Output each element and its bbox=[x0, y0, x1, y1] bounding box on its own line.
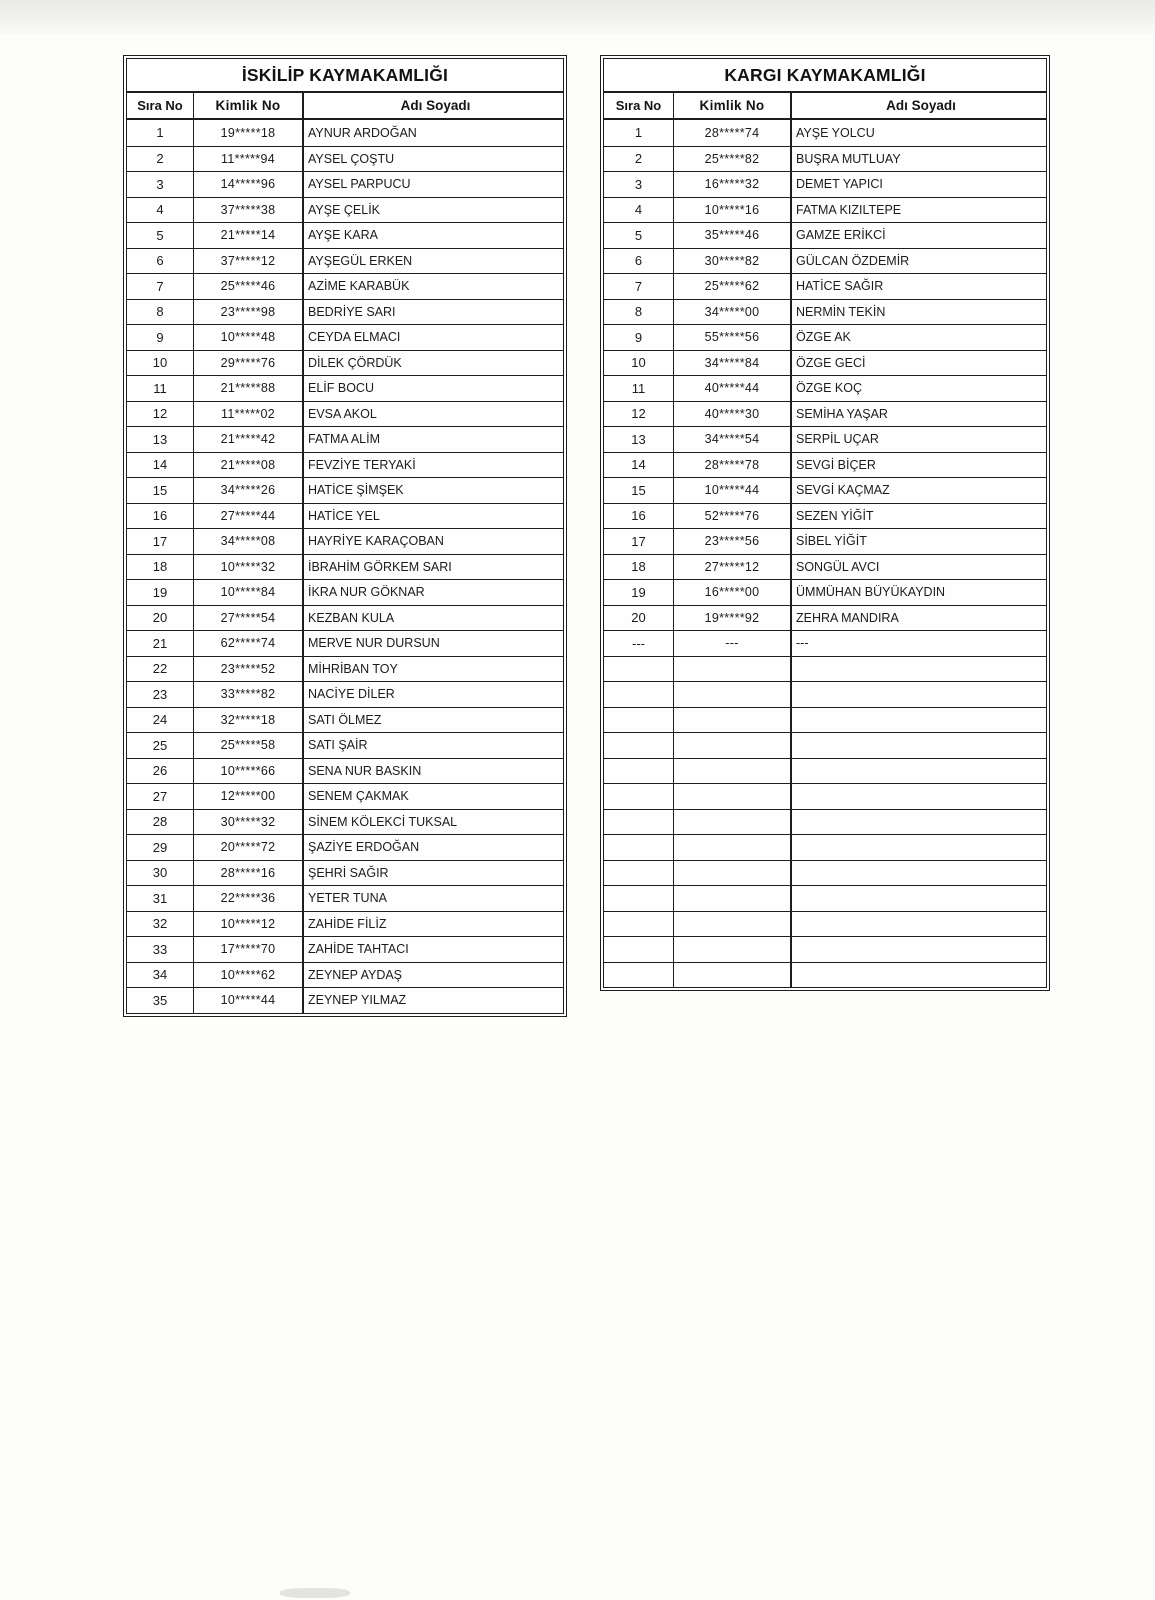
kimlik-no-cell: 23*****56 bbox=[674, 529, 792, 554]
adi-soyadi-cell: ZEYNEP YILMAZ bbox=[308, 993, 407, 1008]
table-row bbox=[604, 477, 1046, 503]
sira-no-cell bbox=[604, 810, 674, 835]
sira-no-cell: 1 bbox=[604, 120, 674, 146]
table-title: KARGI KAYMAKAMLIĞI bbox=[604, 59, 1046, 93]
kimlik-no-cell: 32*****18 bbox=[194, 708, 304, 733]
sira-no-cell: 15 bbox=[127, 478, 194, 503]
table-row bbox=[127, 554, 563, 580]
table-row bbox=[127, 962, 563, 988]
kimlik-no-cell: 21*****88 bbox=[194, 376, 304, 401]
table-row bbox=[604, 630, 1046, 656]
table-row bbox=[127, 579, 563, 605]
table-row bbox=[127, 707, 563, 733]
table-row bbox=[127, 426, 563, 452]
adi-soyadi-cell: GAMZE ERİKCİ bbox=[796, 228, 886, 243]
sira-no-cell: 35 bbox=[127, 988, 194, 1013]
kimlik-no-cell bbox=[674, 784, 792, 809]
sira-no-cell: 20 bbox=[604, 606, 674, 631]
adi-soyadi-cell: ZAHİDE FİLİZ bbox=[308, 916, 387, 931]
sira-no-cell: 1 bbox=[127, 120, 194, 146]
adi-soyadi-cell: FATMA KIZILTEPE bbox=[796, 202, 902, 217]
adi-soyadi-cell: --- bbox=[796, 636, 809, 651]
adi-soyadi-cell: EVSA AKOL bbox=[308, 406, 377, 421]
sira-no-cell: 24 bbox=[127, 708, 194, 733]
header-kimlik-no: Kimlik No bbox=[674, 93, 792, 118]
sira-no-cell: 14 bbox=[127, 453, 194, 478]
table-row bbox=[127, 222, 563, 248]
table-row bbox=[604, 579, 1046, 605]
table-body bbox=[127, 120, 563, 1013]
adi-soyadi-cell: AZİME KARABÜK bbox=[308, 279, 410, 294]
sira-no-cell: 11 bbox=[127, 376, 194, 401]
kimlik-no-cell bbox=[674, 759, 792, 784]
sira-no-cell: 20 bbox=[127, 606, 194, 631]
adi-soyadi-cell: AYSEL ÇOŞTU bbox=[308, 151, 395, 166]
kimlik-no-cell: 12*****00 bbox=[194, 784, 304, 809]
adi-soyadi-cell bbox=[792, 733, 1046, 758]
table-row bbox=[127, 197, 563, 223]
adi-soyadi-cell bbox=[792, 708, 1046, 733]
kimlik-no-cell: 33*****82 bbox=[194, 682, 304, 707]
kimlik-no-cell bbox=[674, 682, 792, 707]
kimlik-no-cell: 10*****62 bbox=[194, 963, 304, 988]
table-row bbox=[127, 630, 563, 656]
kimlik-no-cell: 10*****32 bbox=[194, 555, 304, 580]
adi-soyadi-cell: AYŞE KARA bbox=[308, 228, 378, 243]
adi-soyadi-cell: SİNEM KÖLEKCİ TUKSAL bbox=[308, 814, 458, 829]
adi-soyadi-cell: ÜMMÜHAN BÜYÜKAYDIN bbox=[796, 585, 946, 600]
header-sira-no: Sıra No bbox=[127, 93, 194, 118]
kimlik-no-cell: 11*****02 bbox=[194, 402, 304, 427]
table-row bbox=[604, 452, 1046, 478]
adi-soyadi-cell: ÖZGE AK bbox=[796, 330, 851, 345]
sira-no-cell: 17 bbox=[127, 529, 194, 554]
kimlik-no-cell: 10*****16 bbox=[674, 198, 792, 223]
kimlik-no-cell: 37*****38 bbox=[194, 198, 304, 223]
kimlik-no-cell: 19*****18 bbox=[194, 120, 304, 146]
adi-soyadi-cell: AYŞE YOLCU bbox=[796, 125, 875, 140]
table-row bbox=[127, 120, 563, 146]
kimlik-no-cell: 37*****12 bbox=[194, 249, 304, 274]
sira-no-cell: 11 bbox=[604, 376, 674, 401]
kimlik-no-cell: 10*****66 bbox=[194, 759, 304, 784]
kimlik-no-cell: 19*****92 bbox=[674, 606, 792, 631]
adi-soyadi-cell: ZEYNEP AYDAŞ bbox=[308, 967, 403, 982]
adi-soyadi-cell bbox=[792, 835, 1046, 860]
kimlik-no-cell: 28*****74 bbox=[674, 120, 792, 146]
table-row bbox=[604, 350, 1046, 376]
adi-soyadi-cell: SENA NUR BASKIN bbox=[308, 763, 422, 778]
adi-soyadi-cell bbox=[792, 810, 1046, 835]
adi-soyadi-cell: İBRAHİM GÖRKEM SARI bbox=[308, 559, 452, 574]
adi-soyadi-cell: MİHRİBAN TOY bbox=[308, 661, 398, 676]
sira-no-cell bbox=[604, 835, 674, 860]
table-row bbox=[604, 605, 1046, 631]
kimlik-no-cell: 25*****62 bbox=[674, 274, 792, 299]
adi-soyadi-cell: BEDRİYE SARI bbox=[308, 304, 396, 319]
adi-soyadi-cell: BUŞRA MUTLUAY bbox=[796, 151, 901, 166]
kimlik-no-cell: 52*****76 bbox=[674, 504, 792, 529]
adi-soyadi-cell bbox=[792, 682, 1046, 707]
table-row bbox=[127, 477, 563, 503]
adi-soyadi-cell: HAYRİYE KARAÇOBAN bbox=[308, 534, 444, 549]
kimlik-no-cell: 21*****08 bbox=[194, 453, 304, 478]
adi-soyadi-cell: SATI ŞAİR bbox=[308, 738, 368, 753]
kimlik-no-cell: 10*****44 bbox=[674, 478, 792, 503]
kimlik-no-cell: 55*****56 bbox=[674, 325, 792, 350]
table-row bbox=[127, 936, 563, 962]
sira-no-cell bbox=[604, 733, 674, 758]
kimlik-no-cell: 20*****72 bbox=[194, 835, 304, 860]
sira-no-cell: 19 bbox=[604, 580, 674, 605]
kimlik-no-cell: 23*****52 bbox=[194, 657, 304, 682]
kimlik-no-cell: 16*****32 bbox=[674, 172, 792, 197]
table-row bbox=[127, 809, 563, 835]
sira-no-cell: 22 bbox=[127, 657, 194, 682]
table-row bbox=[604, 885, 1046, 911]
sira-no-cell: 5 bbox=[127, 223, 194, 248]
kimlik-no-cell: 29*****76 bbox=[194, 351, 304, 376]
adi-soyadi-cell: FEVZİYE TERYAKİ bbox=[308, 457, 416, 472]
table-row bbox=[604, 528, 1046, 554]
table-row bbox=[127, 783, 563, 809]
sira-no-cell: 27 bbox=[127, 784, 194, 809]
adi-soyadi-cell: AYŞEGÜL ERKEN bbox=[308, 253, 413, 268]
adi-soyadi-cell: SATI ÖLMEZ bbox=[308, 712, 382, 727]
table-body bbox=[604, 120, 1046, 987]
kimlik-no-cell bbox=[674, 835, 792, 860]
adi-soyadi-cell bbox=[792, 937, 1046, 962]
sira-no-cell: 9 bbox=[127, 325, 194, 350]
adi-soyadi-cell: AYNUR ARDOĞAN bbox=[308, 125, 417, 140]
kimlik-no-cell: 25*****82 bbox=[674, 147, 792, 172]
adi-soyadi-cell bbox=[792, 963, 1046, 988]
sira-no-cell: 3 bbox=[127, 172, 194, 197]
table-row bbox=[127, 860, 563, 886]
kimlik-no-cell: 25*****58 bbox=[194, 733, 304, 758]
table-row bbox=[604, 375, 1046, 401]
sira-no-cell: 2 bbox=[127, 147, 194, 172]
table-row bbox=[604, 120, 1046, 146]
adi-soyadi-cell: HATİCE ŞİMŞEK bbox=[308, 483, 404, 498]
sira-no-cell: 12 bbox=[604, 402, 674, 427]
kimlik-no-cell: 62*****74 bbox=[194, 631, 304, 656]
sira-no-cell: 10 bbox=[604, 351, 674, 376]
adi-soyadi-cell: SERPİL UÇAR bbox=[796, 432, 879, 447]
sira-no-cell: 13 bbox=[604, 427, 674, 452]
kimlik-no-cell: 30*****82 bbox=[674, 249, 792, 274]
sira-no-cell: 31 bbox=[127, 886, 194, 911]
adi-soyadi-cell: NERMİN TEKİN bbox=[796, 304, 886, 319]
kimlik-no-cell bbox=[674, 733, 792, 758]
table-row bbox=[604, 146, 1046, 172]
table-kargi-kaymakamligi bbox=[600, 55, 1050, 991]
kimlik-no-cell: 22*****36 bbox=[194, 886, 304, 911]
sira-no-cell bbox=[604, 657, 674, 682]
sira-no-cell bbox=[604, 861, 674, 886]
kimlik-no-cell bbox=[674, 810, 792, 835]
table-row bbox=[127, 732, 563, 758]
kimlik-no-cell: 10*****12 bbox=[194, 912, 304, 937]
sira-no-cell: 4 bbox=[127, 198, 194, 223]
kimlik-no-cell: 27*****44 bbox=[194, 504, 304, 529]
kimlik-no-cell bbox=[674, 861, 792, 886]
table-row bbox=[127, 171, 563, 197]
table-iskilip-kaymakamligi bbox=[123, 55, 567, 1017]
kimlik-no-cell: 17*****70 bbox=[194, 937, 304, 962]
adi-soyadi-cell bbox=[792, 657, 1046, 682]
adi-soyadi-cell: SENEM ÇAKMAK bbox=[308, 789, 409, 804]
kimlik-no-cell: 34*****26 bbox=[194, 478, 304, 503]
table-row bbox=[604, 299, 1046, 325]
sira-no-cell: 2 bbox=[604, 147, 674, 172]
table-row bbox=[127, 758, 563, 784]
sira-no-cell bbox=[604, 886, 674, 911]
kimlik-no-cell: 14*****96 bbox=[194, 172, 304, 197]
table-row bbox=[127, 605, 563, 631]
table-row bbox=[604, 248, 1046, 274]
adi-soyadi-cell bbox=[792, 912, 1046, 937]
kimlik-no-cell: 28*****78 bbox=[674, 453, 792, 478]
adi-soyadi-cell: ŞEHRİ SAĞIR bbox=[308, 865, 389, 880]
sira-no-cell: 3 bbox=[604, 172, 674, 197]
sira-no-cell: 10 bbox=[127, 351, 194, 376]
sira-no-cell: 13 bbox=[127, 427, 194, 452]
adi-soyadi-cell: ŞAZİYE ERDOĞAN bbox=[308, 840, 420, 855]
sira-no-cell: 12 bbox=[127, 402, 194, 427]
kimlik-no-cell bbox=[674, 708, 792, 733]
adi-soyadi-cell bbox=[792, 886, 1046, 911]
sira-no-cell: 9 bbox=[604, 325, 674, 350]
table-row bbox=[604, 681, 1046, 707]
kimlik-no-cell: 30*****32 bbox=[194, 810, 304, 835]
table-row bbox=[604, 911, 1046, 937]
table-row bbox=[127, 656, 563, 682]
kimlik-no-cell: 27*****54 bbox=[194, 606, 304, 631]
adi-soyadi-cell: DEMET YAPICI bbox=[796, 177, 883, 192]
sira-no-cell bbox=[604, 759, 674, 784]
sira-no-cell bbox=[604, 682, 674, 707]
table-header-row bbox=[127, 93, 563, 120]
kimlik-no-cell: 21*****14 bbox=[194, 223, 304, 248]
adi-soyadi-cell: DİLEK ÇÖRDÜK bbox=[308, 355, 402, 370]
kimlik-no-cell: 16*****00 bbox=[674, 580, 792, 605]
table-row bbox=[127, 987, 563, 1013]
table-row bbox=[604, 758, 1046, 784]
table-row bbox=[127, 350, 563, 376]
adi-soyadi-cell bbox=[792, 784, 1046, 809]
kimlik-no-cell: 11*****94 bbox=[194, 147, 304, 172]
sira-no-cell: --- bbox=[604, 631, 674, 656]
sira-no-cell: 7 bbox=[604, 274, 674, 299]
sira-no-cell: 16 bbox=[604, 504, 674, 529]
sira-no-cell: 18 bbox=[604, 555, 674, 580]
kimlik-no-cell bbox=[674, 937, 792, 962]
table-row bbox=[127, 885, 563, 911]
table-row bbox=[127, 375, 563, 401]
kimlik-no-cell bbox=[674, 886, 792, 911]
adi-soyadi-cell bbox=[792, 759, 1046, 784]
kimlik-no-cell: 10*****44 bbox=[194, 988, 304, 1013]
adi-soyadi-cell: SEZEN YİĞİT bbox=[796, 508, 874, 523]
adi-soyadi-cell: AYŞE ÇELİK bbox=[308, 202, 381, 217]
table-row bbox=[127, 834, 563, 860]
table-row bbox=[127, 452, 563, 478]
table-row bbox=[127, 401, 563, 427]
table-row bbox=[127, 248, 563, 274]
sira-no-cell: 6 bbox=[604, 249, 674, 274]
sira-no-cell: 4 bbox=[604, 198, 674, 223]
sira-no-cell: 26 bbox=[127, 759, 194, 784]
table-title: İSKİLİP KAYMAKAMLIĞI bbox=[127, 59, 563, 93]
table-row bbox=[127, 273, 563, 299]
adi-soyadi-cell: ZEHRA MANDIRA bbox=[796, 610, 899, 625]
kimlik-no-cell bbox=[674, 657, 792, 682]
sira-no-cell: 8 bbox=[604, 300, 674, 325]
table-row bbox=[604, 503, 1046, 529]
adi-soyadi-cell: HATİCE SAĞIR bbox=[796, 279, 884, 294]
kimlik-no-cell: 21*****42 bbox=[194, 427, 304, 452]
sira-no-cell: 19 bbox=[127, 580, 194, 605]
adi-soyadi-cell: ZAHİDE TAHTACI bbox=[308, 942, 409, 957]
adi-soyadi-cell: KEZBAN KULA bbox=[308, 610, 395, 625]
adi-soyadi-cell: HATİCE YEL bbox=[308, 508, 380, 523]
sira-no-cell: 23 bbox=[127, 682, 194, 707]
kimlik-no-cell: 10*****48 bbox=[194, 325, 304, 350]
header-adi-soyadi: Adı Soyadı bbox=[400, 98, 471, 113]
adi-soyadi-cell: GÜLCAN ÖZDEMİR bbox=[796, 253, 910, 268]
table-row bbox=[604, 426, 1046, 452]
sira-no-cell bbox=[604, 937, 674, 962]
sira-no-cell: 29 bbox=[127, 835, 194, 860]
table-row bbox=[604, 656, 1046, 682]
header-sira-no: Sıra No bbox=[604, 93, 674, 118]
sira-no-cell: 21 bbox=[127, 631, 194, 656]
sira-no-cell: 5 bbox=[604, 223, 674, 248]
sira-no-cell bbox=[604, 912, 674, 937]
kimlik-no-cell bbox=[674, 912, 792, 937]
table-row bbox=[127, 911, 563, 937]
kimlik-no-cell: 34*****08 bbox=[194, 529, 304, 554]
sira-no-cell: 14 bbox=[604, 453, 674, 478]
adi-soyadi-cell: ÖZGE GECİ bbox=[796, 355, 866, 370]
sira-no-cell: 15 bbox=[604, 478, 674, 503]
sira-no-cell: 18 bbox=[127, 555, 194, 580]
table-row bbox=[604, 962, 1046, 988]
table-row bbox=[127, 146, 563, 172]
table-header-row bbox=[604, 93, 1046, 120]
sira-no-cell: 17 bbox=[604, 529, 674, 554]
kimlik-no-cell: 34*****84 bbox=[674, 351, 792, 376]
sira-no-cell: 16 bbox=[127, 504, 194, 529]
sira-no-cell: 28 bbox=[127, 810, 194, 835]
sira-no-cell: 8 bbox=[127, 300, 194, 325]
kimlik-no-cell: 23*****98 bbox=[194, 300, 304, 325]
header-adi-soyadi: Adı Soyadı bbox=[886, 98, 956, 113]
kimlik-no-cell: 35*****46 bbox=[674, 223, 792, 248]
adi-soyadi-cell bbox=[792, 861, 1046, 886]
adi-soyadi-cell: ELİF BOCU bbox=[308, 381, 374, 396]
table-row bbox=[604, 197, 1046, 223]
table-row bbox=[127, 324, 563, 350]
scan-artifact-smudge bbox=[280, 1588, 350, 1598]
kimlik-no-cell: 34*****54 bbox=[674, 427, 792, 452]
kimlik-no-cell: 28*****16 bbox=[194, 861, 304, 886]
kimlik-no-cell: --- bbox=[674, 631, 792, 656]
adi-soyadi-cell: SİBEL YİĞİT bbox=[796, 534, 867, 549]
sira-no-cell bbox=[604, 963, 674, 988]
adi-soyadi-cell: YETER TUNA bbox=[308, 891, 387, 906]
table-row bbox=[604, 860, 1046, 886]
adi-soyadi-cell: SEMİHA YAŞAR bbox=[796, 406, 888, 421]
table-row bbox=[604, 324, 1046, 350]
kimlik-no-cell bbox=[674, 963, 792, 988]
table-row bbox=[604, 401, 1046, 427]
table-row bbox=[127, 528, 563, 554]
adi-soyadi-cell: SEVGİ BİÇER bbox=[796, 457, 876, 472]
table-row bbox=[604, 936, 1046, 962]
table-row bbox=[604, 222, 1046, 248]
sira-no-cell: 32 bbox=[127, 912, 194, 937]
kimlik-no-cell: 34*****00 bbox=[674, 300, 792, 325]
sira-no-cell bbox=[604, 784, 674, 809]
table-row bbox=[127, 503, 563, 529]
sira-no-cell: 7 bbox=[127, 274, 194, 299]
adi-soyadi-cell: FATMA ALİM bbox=[308, 432, 381, 447]
sira-no-cell: 34 bbox=[127, 963, 194, 988]
kimlik-no-cell: 40*****30 bbox=[674, 402, 792, 427]
table-row bbox=[127, 681, 563, 707]
adi-soyadi-cell: İKRA NUR GÖKNAR bbox=[308, 585, 425, 600]
sira-no-cell: 33 bbox=[127, 937, 194, 962]
table-row bbox=[604, 783, 1046, 809]
adi-soyadi-cell: SONGÜL AVCI bbox=[796, 559, 880, 574]
adi-soyadi-cell: ÖZGE KOÇ bbox=[796, 381, 862, 396]
adi-soyadi-cell: CEYDA ELMACI bbox=[308, 330, 401, 345]
kimlik-no-cell: 10*****84 bbox=[194, 580, 304, 605]
adi-soyadi-cell: NACİYE DİLER bbox=[308, 687, 395, 702]
kimlik-no-cell: 25*****46 bbox=[194, 274, 304, 299]
table-row bbox=[604, 732, 1046, 758]
scan-artifact-top-band bbox=[0, 0, 1155, 34]
table-row bbox=[604, 809, 1046, 835]
header-kimlik-no: Kimlik No bbox=[194, 93, 304, 118]
table-row bbox=[604, 171, 1046, 197]
sira-no-cell: 30 bbox=[127, 861, 194, 886]
table-row bbox=[127, 299, 563, 325]
adi-soyadi-cell: MERVE NUR DURSUN bbox=[308, 636, 440, 651]
kimlik-no-cell: 40*****44 bbox=[674, 376, 792, 401]
table-row bbox=[604, 273, 1046, 299]
sira-no-cell: 6 bbox=[127, 249, 194, 274]
sira-no-cell bbox=[604, 708, 674, 733]
table-row bbox=[604, 834, 1046, 860]
adi-soyadi-cell: SEVGİ KAÇMAZ bbox=[796, 483, 890, 498]
adi-soyadi-cell: AYSEL PARPUCU bbox=[308, 177, 411, 192]
sira-no-cell: 25 bbox=[127, 733, 194, 758]
kimlik-no-cell: 27*****12 bbox=[674, 555, 792, 580]
table-row bbox=[604, 554, 1046, 580]
table-row bbox=[604, 707, 1046, 733]
